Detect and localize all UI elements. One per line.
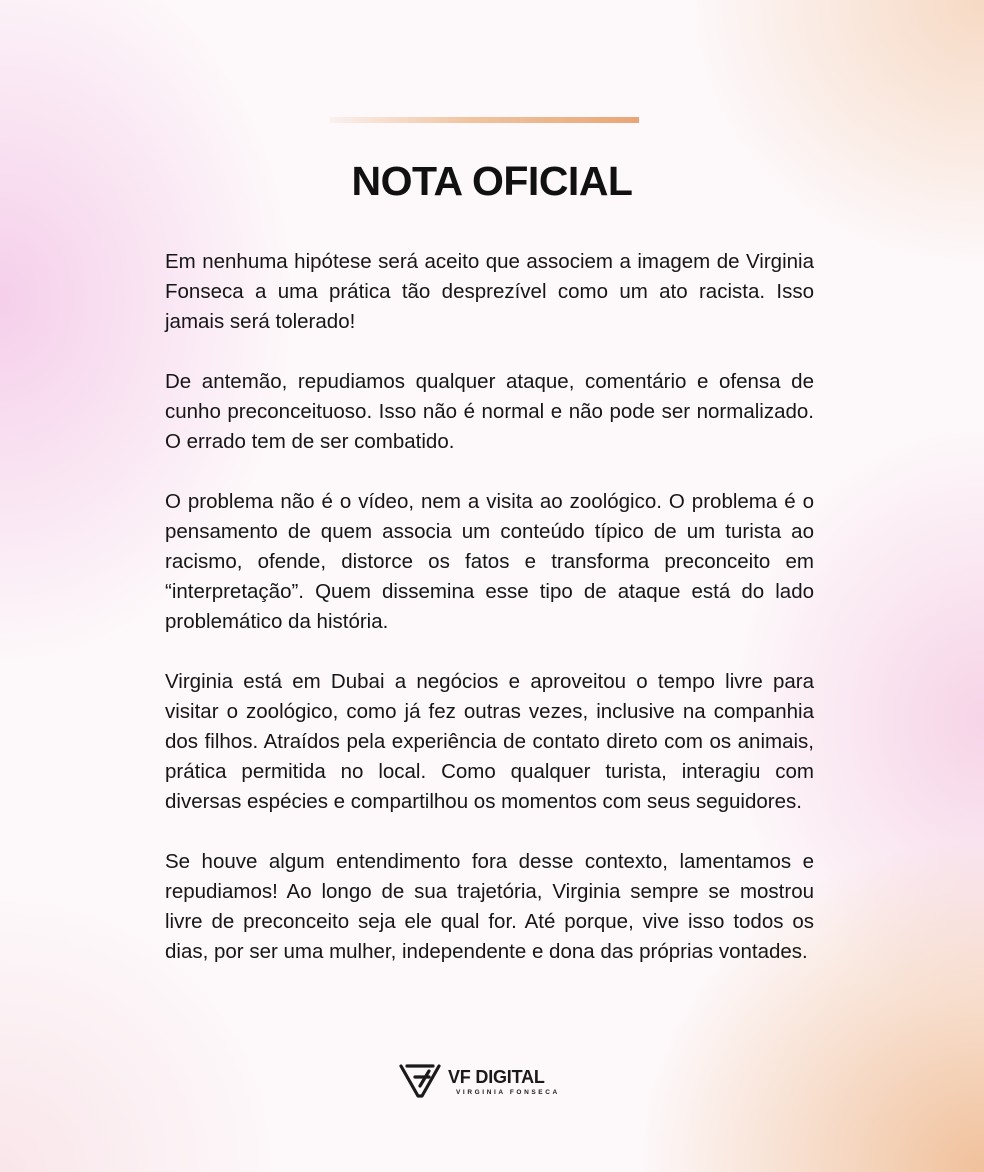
- brand-name: VF DIGITAL: [448, 1067, 545, 1087]
- statement-body: [165, 247, 814, 997]
- brand-tagline: VIRGINIA FONSECA: [456, 1089, 560, 1096]
- paragraph-2: De antemão, repudiamos qualquer ataque, comentário e ofensa de cunho preconceituoso. Isso não é normal e não pode ser normalizado. O errado tem de ser combatido.: [165, 370, 814, 453]
- paragraph-3: O problema não é o vídeo, nem a visita ao zoológico. O problema é o pensamento de quem associa um conteúdo típico de um turista ao racismo, ofende, distorce os fatos e transforma preconceito em “interpretação”. Quem dissemina esse tipo de ataque está do lado problemático da história.: [165, 490, 814, 633]
- paragraph-1: Em nenhuma hipótese será aceito que associem a imagem de Virginia Fonseca a uma prática tão desprezível como um ato racista. Isso jamais será tolerado!: [165, 250, 814, 333]
- top-accent-rule: [330, 117, 639, 123]
- page-title: NOTA OFICIAL: [351, 158, 633, 204]
- paragraph-5: Se houve algum entendimento fora desse contexto, lamentamos e repudiamos! Ao longo de sua trajetória, Virginia sempre se mostrou livre de preconceito seja ele qual for. Até porque, vive isso todos os dias, por ser uma mulher, independente e dona das próprias vontades.: [165, 850, 814, 963]
- brand-logo: [398, 1058, 578, 1106]
- vf-monogram-icon: [398, 1058, 442, 1102]
- paragraph-4: Virginia está em Dubai a negócios e aproveitou o tempo livre para visitar o zoológico, como já fez outras vezes, inclusive na companhia dos filhos. Atraídos pela experiência de contato direto com os animais, prática permitida no local. Como qualquer turista, interagiu com diversas espécies e compartilhou os momentos com seus seguidores.: [165, 670, 814, 813]
